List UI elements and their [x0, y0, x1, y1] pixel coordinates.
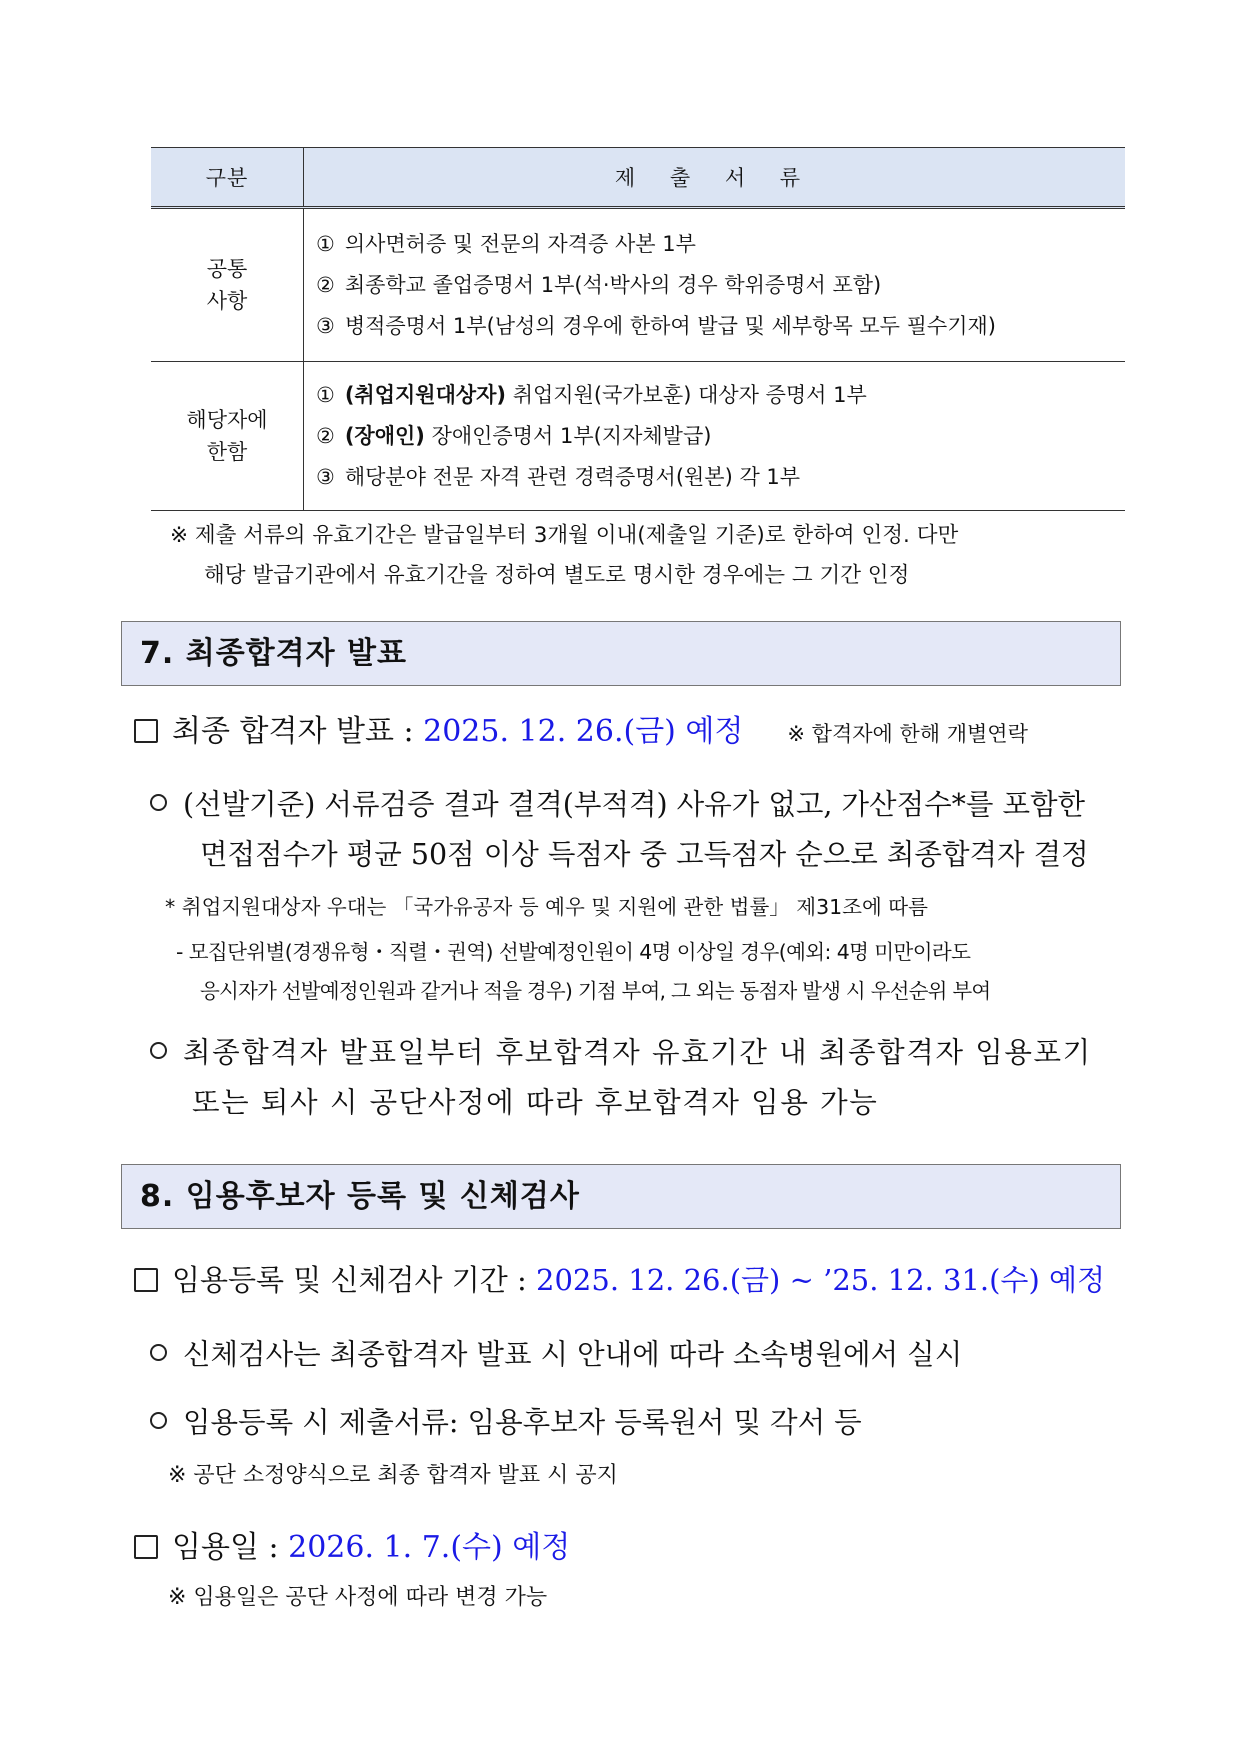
item-tag: (장애인): [344, 423, 425, 448]
item-text: 해당분야 전문 자격 관련 경력증명서(원본) 각 1부: [344, 464, 801, 489]
category-line: 한함: [206, 440, 248, 464]
period-label: 임용등록 및 신체검사 기간 :: [172, 1263, 537, 1297]
item-number: ③: [316, 464, 335, 489]
footnote: * 취업지원대상자 우대는 「국가유공자 등 예우 및 지원에 관한 법률」 제31조에 따름: [165, 895, 928, 919]
document-item: [316, 265, 1124, 306]
docs-note: ※ 공단 소정양식으로 최종 합격자 발표 시 공지: [168, 1463, 618, 1488]
announce-date: 2025. 12. 26.(금) 예정: [423, 714, 744, 749]
section-8-header: 8. 임용후보자 등록 및 신체검사: [121, 1164, 1121, 1229]
announce-line: [134, 706, 1028, 750]
section-7-header: 7. 최종합격자 발표: [121, 621, 1121, 686]
item-number: ③: [316, 313, 335, 338]
category-line: 공통: [206, 257, 248, 281]
document-item: [316, 457, 1124, 498]
criteria-text: (선발기준) 서류검증 결과 결격(부적격) 사유가 없고, 가산점수*를 포함한: [183, 788, 1086, 821]
appoint-date: 2026. 1. 7.(수) 예정: [288, 1530, 571, 1565]
document-item: [316, 416, 1124, 457]
dash-line: - 모집단위별(경쟁유형・직렬・권역) 선발예정인원이 4명 이상일 경우(예외: 4명 미만이라도: [176, 940, 971, 964]
row-items: [304, 362, 1126, 511]
announce-label: 최종 합격자 발표 :: [172, 714, 424, 749]
checkbox-icon: [134, 1535, 158, 1559]
row-category: [151, 362, 304, 511]
bullet-circle-icon: [150, 1412, 167, 1429]
table-header-row: [151, 148, 1125, 208]
row-items: [304, 208, 1126, 362]
dash-line-2: 응시자가 선발예정인원과 같거나 적을 경우) 기점 부여, 그 외는 동점자 발생 시 우선순위 부여: [200, 979, 991, 1003]
header-category: 구분: [151, 148, 304, 208]
exam-line: [150, 1332, 962, 1373]
item-text: 장애인증명서 1부(지자체발급): [431, 423, 712, 448]
appoint-label: 임용일 :: [172, 1530, 289, 1565]
item-text: 취업지원(국가보훈) 대상자 증명서 1부: [512, 382, 867, 407]
note-line: ※ 제출 서류의 유효기간은 발급일부터 3개월 이내(제출일 기준)로 한하여 인정. 다만: [170, 523, 959, 548]
item-number: ②: [316, 423, 335, 448]
item-text: 의사면허증 및 전문의 자격증 사본 1부: [344, 231, 696, 256]
reserve-text: 최종합격자 발표일부터 후보합격자 유효기간 내 최종합격자 임용포기: [183, 1036, 1092, 1069]
table-note: [170, 516, 1130, 596]
announce-note: ※ 합격자에 한해 개별연락: [787, 722, 1028, 746]
item-text: 최종학교 졸업증명서 1부(석·박사의 경우 학위증명서 포함): [344, 272, 882, 297]
table-row: [151, 208, 1125, 362]
checkbox-icon: [134, 719, 158, 743]
document-item: [316, 224, 1124, 265]
category-line: 해당자에: [186, 408, 268, 432]
exam-text: 신체검사는 최종합격자 발표 시 안내에 따라 소속병원에서 실시: [183, 1338, 963, 1371]
document-item: [316, 306, 1124, 347]
bullet-circle-icon: [150, 1042, 167, 1059]
document-item: [316, 375, 1124, 416]
period-line: [134, 1258, 1105, 1299]
reserve-line: [150, 1030, 1092, 1071]
bullet-circle-icon: [150, 1344, 167, 1361]
docs-text: 임용등록 시 제출서류: 임용후보자 등록원서 및 각서 등: [183, 1406, 862, 1439]
item-text: 병적증명서 1부(남성의 경우에 한하여 발급 및 세부항목 모두 필수기재): [344, 313, 996, 338]
category-line: 사항: [206, 289, 248, 313]
checkbox-icon: [134, 1268, 158, 1292]
item-number: ①: [316, 382, 335, 407]
reserve-line-2: 또는 퇴사 시 공단사정에 따라 후보합격자 임용 가능: [192, 1086, 879, 1119]
period-date: 2025. 12. 26.(금) ~ ’25. 12. 31.(수) 예정: [536, 1263, 1106, 1297]
item-number: ①: [316, 231, 335, 256]
note-line: 해당 발급기관에서 유효기간을 정하여 별도로 명시한 경우에는 그 기간 인정: [204, 563, 910, 588]
bullet-circle-icon: [150, 794, 167, 811]
appoint-line: [134, 1522, 570, 1566]
docs-line: [150, 1400, 862, 1441]
row-category: [151, 208, 304, 362]
documents-table: [151, 147, 1125, 511]
item-tag: (취업지원대상자): [344, 382, 507, 407]
table-row: [151, 362, 1125, 511]
criteria-line: [150, 782, 1085, 823]
header-documents: 제 출 서 류: [304, 148, 1126, 208]
criteria-line-2: 면접점수가 평균 50점 이상 득점자 중 고득점자 순으로 최종합격자 결정: [200, 838, 1089, 871]
appoint-note: ※ 임용일은 공단 사정에 따라 변경 가능: [168, 1585, 548, 1610]
item-number: ②: [316, 272, 335, 297]
